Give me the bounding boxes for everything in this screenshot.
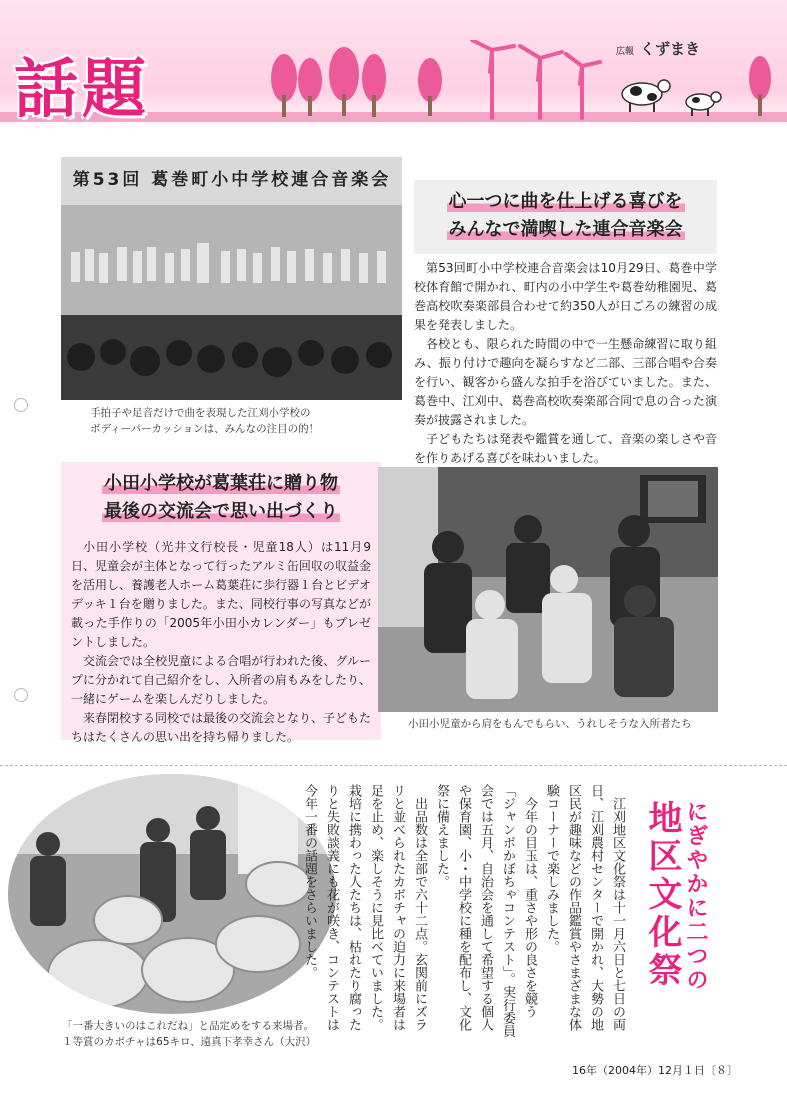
concert-headline xyxy=(414,188,717,244)
concert-photo xyxy=(61,157,402,400)
oda-photo xyxy=(378,467,718,712)
concert-caption-line: ボディーパーカッションは、みんなの注目の的！ xyxy=(90,423,320,435)
paragraph: 子どもたちは発表や鑑賞を通して、音楽の楽しさや音を作りあげる喜びを味わいました。 xyxy=(414,432,717,465)
concert-body xyxy=(414,259,717,468)
paragraph: 来春閉校する同校では最後の交流会となり、子どもたちはたくさんの思い出を持ち帰りました。 xyxy=(71,711,372,744)
paragraph: 交流会では全校児童による合唱が行われた後、グループに分かれて自己紹介をし、入所者の肩もみをしたり、一緒にゲームを楽しんだりしました。 xyxy=(71,654,372,706)
paragraph: 出品数は全部で六十二点。玄関前にズラリと並べられたカボチャの迫力に来場者は足を止め、楽しそうに見比べていました。栽培に携わった人たちは、枯れたり腐ったりと失敗談義にも花が咲き、コンテストは今年一番の話題をさらいました。 xyxy=(302,784,427,1031)
paragraph: 各校とも、限られた時間の中で一生懸命練習に取り組み、振り付けで趣向を凝らすなど二部、三部合唱や合奏を行い、観客から盛んな拍手を浴びていました。また、葛巻中、江刈中、葛巻高校吹奏楽部合同で息の合った演奏が披露されました。 xyxy=(414,337,717,427)
concert-headline-line: みんなで満喫した連合音楽会 xyxy=(448,219,683,240)
oda-headline xyxy=(61,470,381,526)
binder-hole xyxy=(14,398,28,412)
oda-caption: 小田小児童から肩をもんでもらい、うれしそうな入所者たち xyxy=(408,718,692,730)
magazine-prefix: 広報 xyxy=(616,47,635,57)
concert-banner: 第53回 葛巻町小中学校連合音楽会 xyxy=(72,170,392,190)
festival-title-large: 地区文化祭 xyxy=(642,800,682,990)
oda-body xyxy=(71,538,371,747)
oda-headline-line: 最後の交流会で思い出づくり xyxy=(104,501,338,522)
oda-headline-line: 小田小学校が葛葉荘に贈り物 xyxy=(104,473,338,494)
page-footer-date: 16年（2004年）12月１日〔８〕 xyxy=(572,1064,738,1077)
concert-caption xyxy=(90,405,410,437)
wind-turbine-icon xyxy=(472,40,600,118)
section-title: 話題 xyxy=(14,53,150,127)
pumpkin-caption-line: 「一番大きいのはこれだね」と品定めをする来場者。 xyxy=(62,1020,314,1032)
paragraph: 小田小学校（光井文行校長・児童18人）は11月9日、児童会が主体となって行ったアルミ缶回収の収益金を活用し、養護老人ホーム葛葉荘に歩行器１台とビデオデッキ１台を贈りました。また、同校行事の写真などが載った手作りの「2005年小田小カレンダー」もプレゼントしました。 xyxy=(71,540,371,649)
section-divider xyxy=(0,765,787,766)
pumpkin-photo xyxy=(8,774,336,1014)
paragraph: 江刈地区文化祭は十一月六日と七日の両日、江刈農村センターで開かれ、大勢の地区民が趣味などの作品鑑賞やさまざまな体験コーナーで楽しみました。 xyxy=(544,784,625,1031)
binder-hole xyxy=(14,688,28,702)
pumpkin-caption xyxy=(62,1018,332,1050)
magazine-title: くずまき xyxy=(640,40,701,58)
paragraph: 第53回町小中学校連合音楽会は10月29日、葛巻中学校体育館で開かれ、町内の小中学生や葛巻幼稚園児、葛巻高校吹奏楽部員合わせて約350人が日ごろの練習の成果を発表しました。 xyxy=(414,261,717,332)
paragraph: 今年の目玉は、重さや形の良さを競う「ジャンボかぼちゃコンテスト」。実行委員会では五月、自治会を通して希望する個人や保育園、小・中学校に種を配布し、文化祭に備えました。 xyxy=(434,784,537,1038)
festival-title-small: にぎやかに二つの xyxy=(683,800,708,992)
festival-body xyxy=(302,784,628,1040)
header-decoration xyxy=(264,40,784,120)
concert-caption-line: 手拍子や足音だけで曲を表現した江刈小学校の xyxy=(90,407,311,419)
cow-icon xyxy=(622,80,721,116)
concert-headline-line: 心一つに曲を仕上げる喜びを xyxy=(448,191,683,212)
pumpkin-caption-line: １等賞のカボチャは65キロ、遠真下孝幸さん（大沢） xyxy=(62,1036,317,1048)
